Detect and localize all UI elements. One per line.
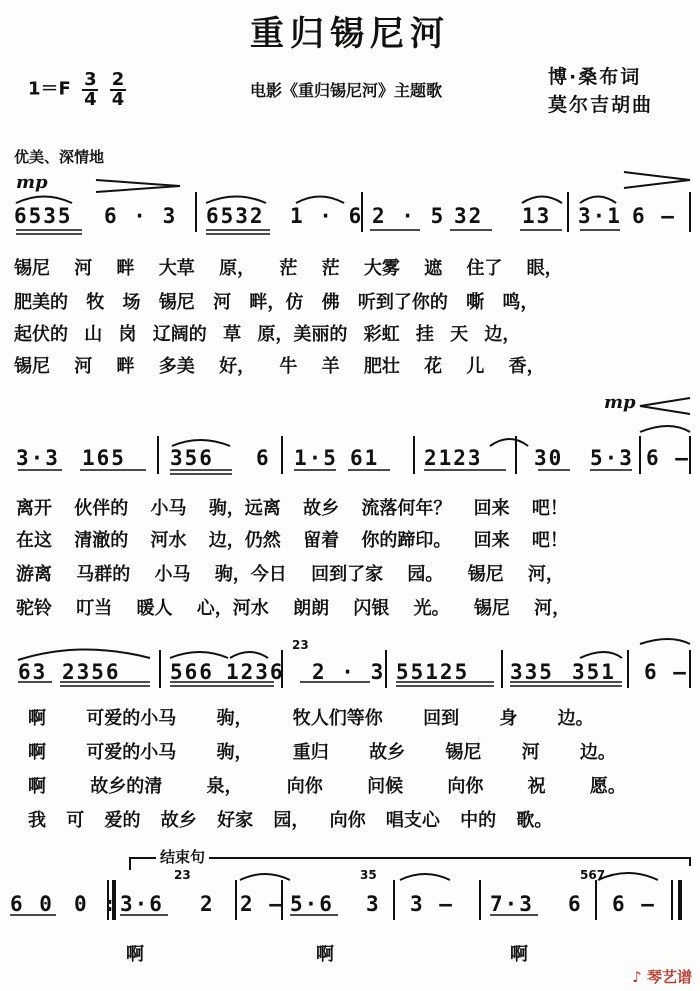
note-group: 3	[366, 892, 381, 916]
note-group: 32	[454, 204, 484, 228]
grace-note: 23	[292, 638, 309, 652]
note-group: 6 —	[644, 660, 688, 684]
note-group: 13	[522, 204, 552, 228]
lyric-line: 啊 可爱的小马 驹， 牧人们等你 回到 身 边。	[28, 708, 594, 729]
note-group: 3·3	[16, 446, 60, 470]
lyric-line: 啊 故乡的清 泉， 向你 问候 向你 祝 愿。	[28, 776, 626, 797]
note-group: 2 —	[240, 892, 284, 916]
note-group: 61	[350, 446, 380, 470]
note-group: 566	[170, 660, 214, 684]
note-group: 1236	[226, 660, 285, 684]
lyricist-credit: 博·桑布词	[548, 66, 642, 88]
note-group: 2356	[62, 660, 121, 684]
note-group: 3·6	[120, 892, 164, 916]
note-group: 6	[256, 446, 271, 470]
lyric-line: 啊 可爱的小马 驹， 重归 故乡 锡尼 河 边。	[28, 742, 616, 763]
note-group: 6 0	[10, 892, 54, 916]
note-group: 6535	[14, 204, 73, 228]
note-group: 63	[18, 660, 48, 684]
decrescendo-hairpin	[624, 172, 690, 188]
note-group: 2 · 3	[312, 660, 386, 684]
lyric-line: 离开 伙伴的 小马 驹，远离 故乡 流落何年？ 回来 吧！	[16, 498, 568, 519]
note-group: 6 —	[646, 446, 690, 470]
decrescendo-hairpin	[96, 180, 180, 192]
note-group: 356	[170, 446, 214, 470]
note-group: 6 —	[612, 892, 656, 916]
note-group: 2	[200, 892, 215, 916]
dynamic-mp: mp	[16, 172, 48, 193]
composer-credit: 莫尔吉胡曲	[548, 94, 654, 116]
note-group: 2 · 5	[372, 204, 446, 228]
lyric-line: 驼铃 叮当 暖人 心，河水 朗朗 闪银 光。 锡尼 河，	[16, 598, 571, 619]
note-group: 6 —	[632, 204, 676, 228]
lyric-line: 我 可 爱的 故乡 好家 园， 向你 唱支心 中的 歌。	[28, 810, 553, 831]
lyric-line: 锡尼 河 畔 多美 好， 牛 羊 肥壮 花 儿 香，	[14, 356, 545, 377]
note-group: 30	[534, 446, 564, 470]
note-group: 1 · 6	[290, 204, 364, 228]
tempo-marking: 优美、深情地	[14, 148, 105, 166]
lyric-line: 在这 清澈的 河水 边，仍然 留着 你的蹄印。 回来 吧！	[16, 530, 568, 551]
note-group: 5·6	[290, 892, 334, 916]
note-group: 3 —	[410, 892, 454, 916]
note-group: 3·1	[578, 204, 622, 228]
lyric-syllable: 啊	[316, 944, 335, 965]
watermark-text: 琴艺谱	[646, 968, 692, 986]
grace-note: 567	[580, 868, 606, 882]
note-group: 6532	[206, 204, 265, 228]
lyric-syllable: 啊	[126, 944, 145, 965]
note-group: 5·3	[590, 446, 634, 470]
note-group: 0 :	[74, 892, 118, 916]
dynamic-mp: mp	[604, 392, 636, 413]
lyric-line: 起伏的 山 岗 辽阔的 草 原，美丽的 彩虹 挂 天 边，	[14, 324, 521, 345]
note-group: 335	[510, 660, 554, 684]
note-group: 1·5	[294, 446, 338, 470]
lyric-line: 肥美的 牧 场 锡尼 河 畔，仿 佛 听到了你的 嘶 鸣，	[14, 292, 539, 313]
note-group: 165	[82, 446, 126, 470]
grace-note: 35	[360, 868, 377, 882]
section-label: 结束句	[156, 846, 209, 867]
key-signature: 1＝F	[28, 78, 71, 100]
time-signature-1: $\frac{3}{4}$	[84, 69, 97, 110]
song-title: 重归锡尼河	[250, 14, 450, 54]
time-signature-2: $\frac{2}{4}$	[111, 69, 125, 110]
lyric-syllable: 啊	[510, 944, 529, 965]
lyric-line: 游离 马群的 小马 驹，今日 回到了家 园。 锡尼 河，	[16, 564, 564, 585]
grace-note: 23	[174, 868, 191, 882]
crescendo-hairpin	[640, 398, 690, 414]
lyric-line: 锡尼 河 畔 大草 原， 茫 茫 大雾 遮 住了 眼，	[14, 258, 563, 279]
note-group: 6	[568, 892, 583, 916]
watermark-logo	[632, 966, 692, 987]
note-group: 2123	[424, 446, 483, 470]
note-group: 7·3	[490, 892, 534, 916]
watermark-icon: ♪	[632, 968, 642, 986]
note-group: 351	[572, 660, 616, 684]
note-group: 55125	[396, 660, 470, 684]
note-group: 6 · 3	[104, 204, 178, 228]
subtitle: 电影《重归锡尼河》主题歌	[250, 81, 443, 100]
